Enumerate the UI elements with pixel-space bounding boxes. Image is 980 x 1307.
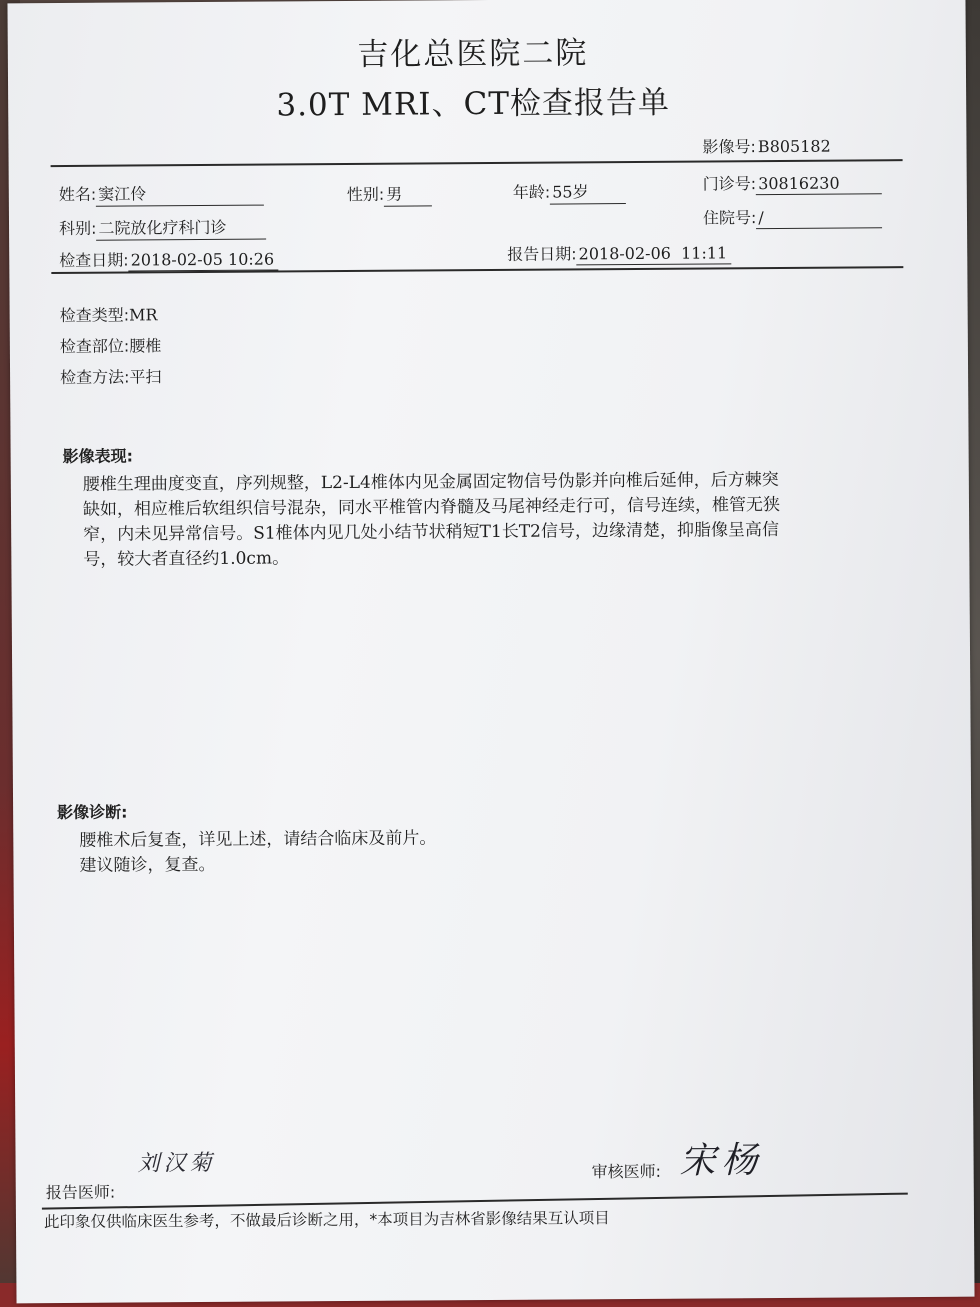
reporter-signature: 刘汉菊 [137,1150,216,1177]
findings-line: 缺如，相应椎后软组织信号混杂，同水平椎管内脊髓及马尾神经走行可，信号连续，椎管无狭 [82,494,781,520]
exam-type-label: 检查类型: [59,305,130,326]
clinic-number-value: 30816230 [756,173,882,195]
findings-line: 窄，内未见异常信号。S1椎体内见几处小结节状稍短T1长T2信号，边缘清楚，抑脂像呈高信 [83,519,780,545]
exam-date-label: 检查日期: [59,250,129,271]
age-value: 55岁 [550,179,626,205]
patient-name-label: 姓名: [58,184,97,205]
reviewer-label: 审核医师: [591,1161,662,1182]
exam-method-label: 检查方法: [60,367,130,388]
image-number-row [702,134,834,158]
exam-method-row [60,364,162,388]
diagnosis-line: 建议随诊，复查。 [79,854,216,876]
header-top-rule [51,159,903,167]
findings-line: 腰椎生理曲度变直，序列规整，L2-L4椎体内见金属固定物信号伪影并向椎后延伸，后方棘突 [82,469,779,495]
exam-date-value: 2018-02-05 10:26 [129,249,279,271]
department-value: 二院放化疗科门诊 [96,215,266,241]
diagnosis-heading: 影像诊断: [57,802,128,823]
reporter-label: 报告医师: [45,1182,116,1203]
exam-date-row [59,246,278,272]
patient-name-value: 窦江伶 [96,181,264,207]
inpatient-number-row [703,204,883,229]
report-date-value: 2018-02-06 11:11 [577,243,732,265]
image-number-value: B805182 [757,136,831,157]
exam-site-row [60,333,162,357]
report-date-row [507,240,731,266]
diagnosis-line: 腰椎术后复查，详见上述，请结合临床及前片。 [79,828,437,851]
report-title: 3.0T MRI、CT检查报告单 [276,84,671,124]
findings-line: 号，较大者直径约1.0cm。 [83,548,290,570]
department-row [59,215,267,241]
age-label: 年龄: [512,182,551,202]
patient-name-row [59,181,265,207]
diagnosis-text [79,823,899,879]
clinic-number-label: 门诊号: [702,174,757,194]
findings-heading: 影像表现: [62,446,134,466]
reviewer-signature: 宋杨 [679,1140,764,1182]
gender-row [347,181,433,207]
exam-site-label: 检查部位: [59,336,130,357]
footer-note: 此印象仅供临床医生参考，不做最后诊断之用，*本项目为吉林省影像结果互认项目 [43,1209,610,1232]
gender-label: 性别: [346,184,385,204]
findings-text [83,467,904,573]
image-number-label: 影像号: [702,137,756,157]
clinic-number-row [703,170,883,195]
exam-type-value: MR [128,305,158,325]
exam-type-row [60,302,158,326]
report-date-label: 报告日期: [507,244,577,264]
inpatient-number-label: 住院号: [702,208,757,228]
inpatient-number-value: / [756,207,882,229]
exam-method-value: 平扫 [129,367,162,387]
exam-site-value: 腰椎 [129,336,162,356]
report-paper [7,0,974,1303]
hospital-name: 吉化总医院二院 [357,35,589,73]
department-label: 科别: [58,218,97,239]
age-row [513,179,627,205]
report-document [7,0,974,1303]
gender-value: 男 [384,181,432,206]
